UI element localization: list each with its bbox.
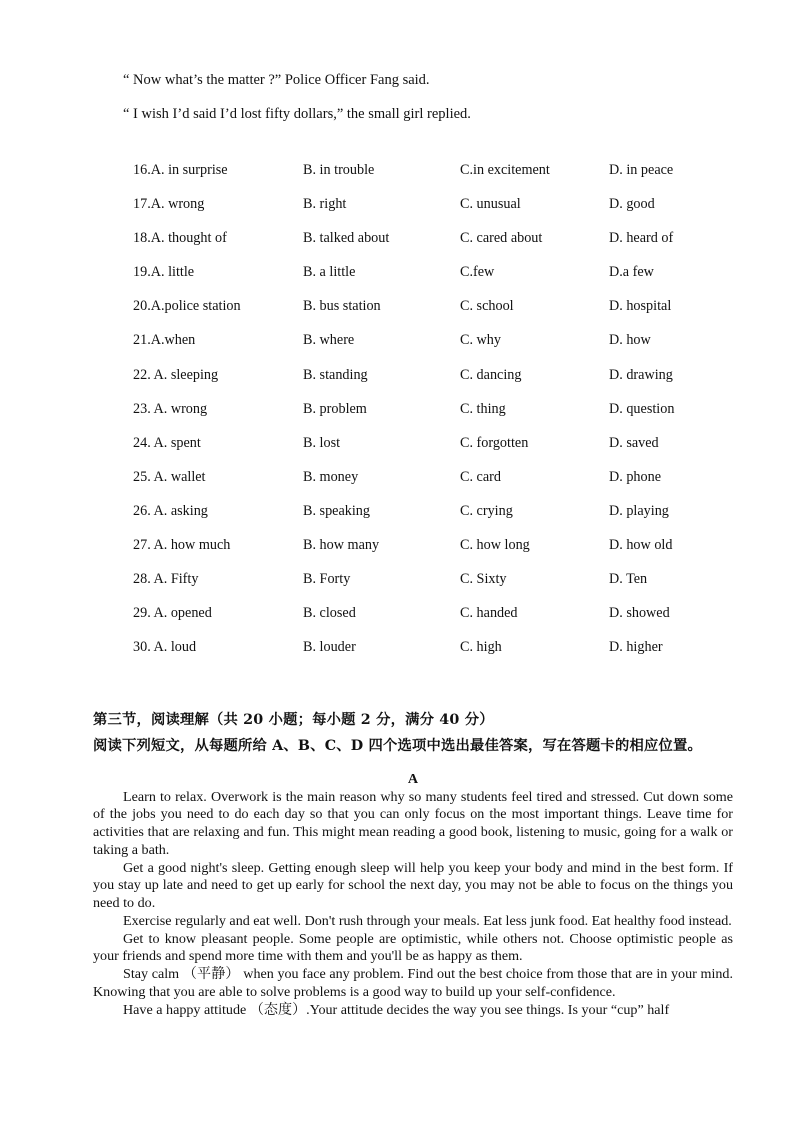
section-heading: 第三节，阅读理解（共 20 小题；每小题 2 分，满分 40 分） [93, 712, 494, 728]
option-d: D. question [609, 400, 675, 417]
option-c: C. Sixty [460, 571, 507, 588]
option-d: D. showed [609, 605, 670, 622]
option-a: 23. A. wrong [133, 400, 208, 417]
option-a: 25. A. wallet [133, 468, 206, 485]
option-d: D. higher [609, 639, 663, 656]
option-d: D. playing [609, 502, 669, 519]
option-d: D. how [609, 332, 651, 349]
option-b: B. problem [303, 400, 367, 417]
option-c: C. unusual [460, 196, 521, 213]
option-c: C. why [460, 332, 501, 349]
option-a: 26. A. asking [133, 502, 208, 519]
option-b: B. where [303, 332, 355, 349]
option-b: B. right [303, 196, 347, 213]
option-c: C. high [460, 639, 502, 656]
passage-title: A [407, 771, 419, 787]
option-b: B. a little [303, 264, 356, 281]
option-d: D. drawing [609, 366, 673, 383]
option-c: C. cared about [460, 230, 543, 247]
option-d: D. good [609, 196, 655, 213]
passage-paragraph: Learn to relax. Overwork is the main reason why so many students feel tired and stressed. Cut down some of the jobs you need to do each day so that you can only focus on the most important things. Leave time for activities that are relaxing and fun. This might mean reading a good book, listening to music, going for a walk or taking a bath. [93, 788, 733, 858]
option-c: C. handed [460, 605, 518, 622]
option-d: D. heard of [609, 230, 674, 247]
option-c: C. thing [460, 400, 506, 417]
option-b: B. how many [303, 537, 380, 554]
option-a: 22. A. sleeping [133, 366, 219, 383]
option-c: C.few [460, 264, 495, 281]
option-b: B. Forty [303, 571, 351, 588]
option-a: 21.A.when [133, 332, 196, 349]
passage-paragraph: Stay calm （平静） when you face any problem. Find out the best choice from those that are in your mind. Knowing that you are able to solve problems is a good way to build up your self-confidence. [93, 966, 733, 1000]
passage-paragraph: Have a happy attitude （态度）.Your attitude decides the way you see things. Is your “cup” half [123, 1001, 670, 1018]
option-b: B. louder [303, 639, 356, 656]
option-c: C.in excitement [460, 162, 550, 178]
option-d: D.a few [609, 264, 654, 281]
option-a: 20.A.police station [133, 298, 241, 315]
option-a: 24. A. spent [133, 434, 201, 451]
option-d: D. how old [609, 537, 673, 554]
dialog-line: “ Now what’s the matter ?” Police Officer Fang said. [123, 72, 430, 88]
option-b: B. in trouble [303, 162, 375, 178]
option-a: 29. A. opened [133, 605, 212, 622]
option-a: 27. A. how much [133, 537, 231, 554]
passage-paragraph: Exercise regularly and eat well. Don't rush through your meals. Eat less junk food. Eat healthy food instead. [123, 912, 732, 929]
option-c: C. school [460, 298, 514, 315]
option-c: C. dancing [460, 366, 522, 383]
option-a: 19.A. little [133, 264, 195, 281]
option-a: 18.A. thought of [133, 230, 227, 247]
option-b: B. money [303, 468, 359, 485]
option-d: D. saved [609, 434, 659, 451]
option-c: C. crying [460, 502, 513, 519]
option-b: B. lost [303, 434, 341, 451]
option-b: B. talked about [303, 230, 390, 247]
option-d: D. hospital [609, 298, 672, 315]
option-b: B. closed [303, 605, 356, 622]
option-a: 30. A. loud [133, 639, 197, 656]
option-c: C. forgotten [460, 434, 529, 451]
option-c: C. how long [460, 537, 530, 554]
option-a: 28. A. Fifty [133, 571, 199, 588]
passage-paragraph: Get to know pleasant people. Some people are optimistic, while others not. Choose optimistic people as your friends and spend more time with them and you'll be as happy as them. [93, 930, 733, 965]
passage-paragraph: Get a good night's sleep. Getting enough sleep will help you keep your body and mind in the best form. If you stay up late and need to get up early for school the next day, you may not be able to focus on the things you need to do. [93, 859, 733, 912]
option-b: B. speaking [303, 502, 370, 519]
option-b: B. standing [303, 366, 368, 383]
option-a: 17.A. wrong [133, 196, 205, 213]
option-a: 16.A. in surprise [133, 162, 228, 178]
section-instruction: 阅读下列短文，从每题所给 A、B、C、D 四个选项中选出最佳答案，写在答题卡的相应位置。 [93, 738, 702, 754]
option-b: B. bus station [303, 298, 381, 315]
option-d: D. Ten [609, 571, 648, 588]
option-d: D. in peace [609, 162, 674, 178]
dialog-line: “ I wish I’d said I’d lost fifty dollars,” the small girl replied. [123, 106, 471, 122]
option-d: D. phone [609, 468, 662, 485]
option-c: C. card [460, 468, 501, 485]
reading-passage [93, 771, 733, 1019]
